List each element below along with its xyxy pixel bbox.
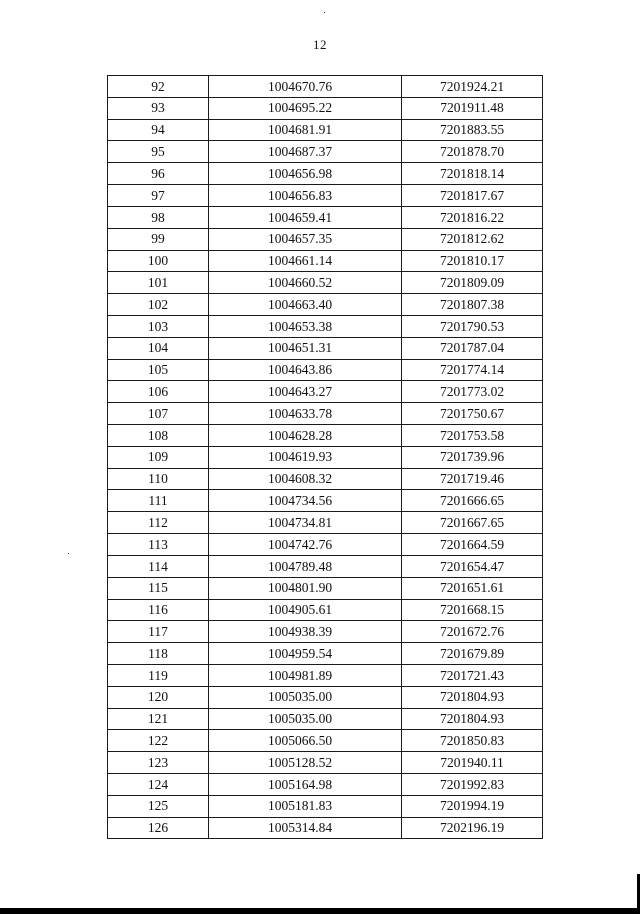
page-number: 12 [313,37,327,52]
scan-fleck [68,553,69,554]
x-coordinate-cell: 1004628.28 [209,425,402,447]
y-coordinate-cell: 7201812.62 [402,228,543,250]
table-row [108,76,543,98]
coordinates-table [107,75,543,839]
point-number-cell: 110 [108,468,209,490]
x-coordinate-cell: 1004670.76 [209,76,402,98]
point-number-cell: 108 [108,425,209,447]
table-row [108,185,543,207]
point-number-cell: 107 [108,403,209,425]
y-coordinate-cell: 7201719.46 [402,468,543,490]
point-number-cell: 123 [108,752,209,774]
table-row [108,534,543,556]
point-number-cell: 93 [108,97,209,119]
x-coordinate-cell: 1004959.54 [209,643,402,665]
point-number-cell: 99 [108,228,209,250]
table-row [108,381,543,403]
x-coordinate-cell: 1004656.83 [209,185,402,207]
y-coordinate-cell: 7201668.15 [402,599,543,621]
x-coordinate-cell: 1004661.14 [209,250,402,272]
y-coordinate-cell: 7201804.93 [402,686,543,708]
table-row [108,425,543,447]
y-coordinate-cell: 7201651.61 [402,577,543,599]
x-coordinate-cell: 1004695.22 [209,97,402,119]
point-number-cell: 121 [108,708,209,730]
y-coordinate-cell: 7201809.09 [402,272,543,294]
point-number-cell: 119 [108,664,209,686]
table-row [108,555,543,577]
x-coordinate-cell: 1004651.31 [209,337,402,359]
y-coordinate-cell: 7201940.11 [402,752,543,774]
point-number-cell: 105 [108,359,209,381]
table-row [108,97,543,119]
y-coordinate-cell: 7201878.70 [402,141,543,163]
y-coordinate-cell: 7201721.43 [402,664,543,686]
table-row [108,163,543,185]
x-coordinate-cell: 1005164.98 [209,774,402,796]
x-coordinate-cell: 1004663.40 [209,294,402,316]
point-number-cell: 100 [108,250,209,272]
point-number-cell: 126 [108,817,209,839]
point-number-cell: 92 [108,76,209,98]
table-row [108,686,543,708]
x-coordinate-cell: 1004657.35 [209,228,402,250]
table-row [108,708,543,730]
point-number-cell: 116 [108,599,209,621]
x-coordinate-cell: 1004659.41 [209,206,402,228]
table-row [108,795,543,817]
table-row [108,294,543,316]
x-coordinate-cell: 1004633.78 [209,403,402,425]
y-coordinate-cell: 7201816.22 [402,206,543,228]
x-coordinate-cell: 1004643.27 [209,381,402,403]
x-coordinate-cell: 1004660.52 [209,272,402,294]
y-coordinate-cell: 7201883.55 [402,119,543,141]
y-coordinate-cell: 7201924.21 [402,76,543,98]
y-coordinate-cell: 7201664.59 [402,534,543,556]
point-number-cell: 112 [108,512,209,534]
point-number-cell: 104 [108,337,209,359]
point-number-cell: 103 [108,315,209,337]
y-coordinate-cell: 7201818.14 [402,163,543,185]
table-row [108,206,543,228]
x-coordinate-cell: 1004981.89 [209,664,402,686]
table-row [108,774,543,796]
x-coordinate-cell: 1004608.32 [209,468,402,490]
y-coordinate-cell: 7201992.83 [402,774,543,796]
table-row [108,337,543,359]
x-coordinate-cell: 1004643.86 [209,359,402,381]
y-coordinate-cell: 7201787.04 [402,337,543,359]
y-coordinate-cell: 7201679.89 [402,643,543,665]
table-row [108,664,543,686]
y-coordinate-cell: 7202196.19 [402,817,543,839]
x-coordinate-cell: 1004656.98 [209,163,402,185]
table-row [108,730,543,752]
point-number-cell: 95 [108,141,209,163]
y-coordinate-cell: 7201774.14 [402,359,543,381]
table-row [108,512,543,534]
table-row [108,817,543,839]
point-number-cell: 111 [108,490,209,512]
point-number-cell: 94 [108,119,209,141]
coordinates-table-body [108,76,543,839]
x-coordinate-cell: 1004801.90 [209,577,402,599]
point-number-cell: 106 [108,381,209,403]
point-number-cell: 117 [108,621,209,643]
point-number-cell: 113 [108,534,209,556]
point-number-cell: 98 [108,206,209,228]
y-coordinate-cell: 7201654.47 [402,555,543,577]
y-coordinate-cell: 7201810.17 [402,250,543,272]
x-coordinate-cell: 1004619.93 [209,446,402,468]
table-row [108,272,543,294]
scan-bottom-edge [0,908,640,914]
table-row [108,141,543,163]
x-coordinate-cell: 1004687.37 [209,141,402,163]
point-number-cell: 109 [108,446,209,468]
table-row [108,315,543,337]
x-coordinate-cell: 1005066.50 [209,730,402,752]
y-coordinate-cell: 7201807.38 [402,294,543,316]
y-coordinate-cell: 7201750.67 [402,403,543,425]
x-coordinate-cell: 1005035.00 [209,686,402,708]
table-row [108,621,543,643]
y-coordinate-cell: 7201850.83 [402,730,543,752]
x-coordinate-cell: 1004905.61 [209,599,402,621]
table-row [108,577,543,599]
point-number-cell: 96 [108,163,209,185]
table-row [108,643,543,665]
x-coordinate-cell: 1004734.81 [209,512,402,534]
point-number-cell: 115 [108,577,209,599]
x-coordinate-cell: 1004681.91 [209,119,402,141]
table-row [108,359,543,381]
x-coordinate-cell: 1005035.00 [209,708,402,730]
x-coordinate-cell: 1004789.48 [209,555,402,577]
x-coordinate-cell: 1005314.84 [209,817,402,839]
point-number-cell: 114 [108,555,209,577]
x-coordinate-cell: 1004734.56 [209,490,402,512]
x-coordinate-cell: 1004653.38 [209,315,402,337]
table-row [108,752,543,774]
table-row [108,403,543,425]
table-row [108,490,543,512]
table-row [108,599,543,621]
x-coordinate-cell: 1005128.52 [209,752,402,774]
y-coordinate-cell: 7201753.58 [402,425,543,447]
x-coordinate-cell: 1005181.83 [209,795,402,817]
table-row [108,228,543,250]
y-coordinate-cell: 7201739.96 [402,446,543,468]
point-number-cell: 101 [108,272,209,294]
y-coordinate-cell: 7201911.48 [402,97,543,119]
y-coordinate-cell: 7201817.67 [402,185,543,207]
x-coordinate-cell: 1004938.39 [209,621,402,643]
y-coordinate-cell: 7201994.19 [402,795,543,817]
point-number-cell: 102 [108,294,209,316]
table-row [108,119,543,141]
scan-fleck [324,12,325,13]
table-row [108,250,543,272]
y-coordinate-cell: 7201773.02 [402,381,543,403]
point-number-cell: 120 [108,686,209,708]
y-coordinate-cell: 7201804.93 [402,708,543,730]
point-number-cell: 118 [108,643,209,665]
table-row [108,468,543,490]
x-coordinate-cell: 1004742.76 [209,534,402,556]
y-coordinate-cell: 7201666.65 [402,490,543,512]
point-number-cell: 124 [108,774,209,796]
point-number-cell: 122 [108,730,209,752]
table-row [108,446,543,468]
point-number-cell: 97 [108,185,209,207]
y-coordinate-cell: 7201667.65 [402,512,543,534]
point-number-cell: 125 [108,795,209,817]
y-coordinate-cell: 7201672.76 [402,621,543,643]
y-coordinate-cell: 7201790.53 [402,315,543,337]
